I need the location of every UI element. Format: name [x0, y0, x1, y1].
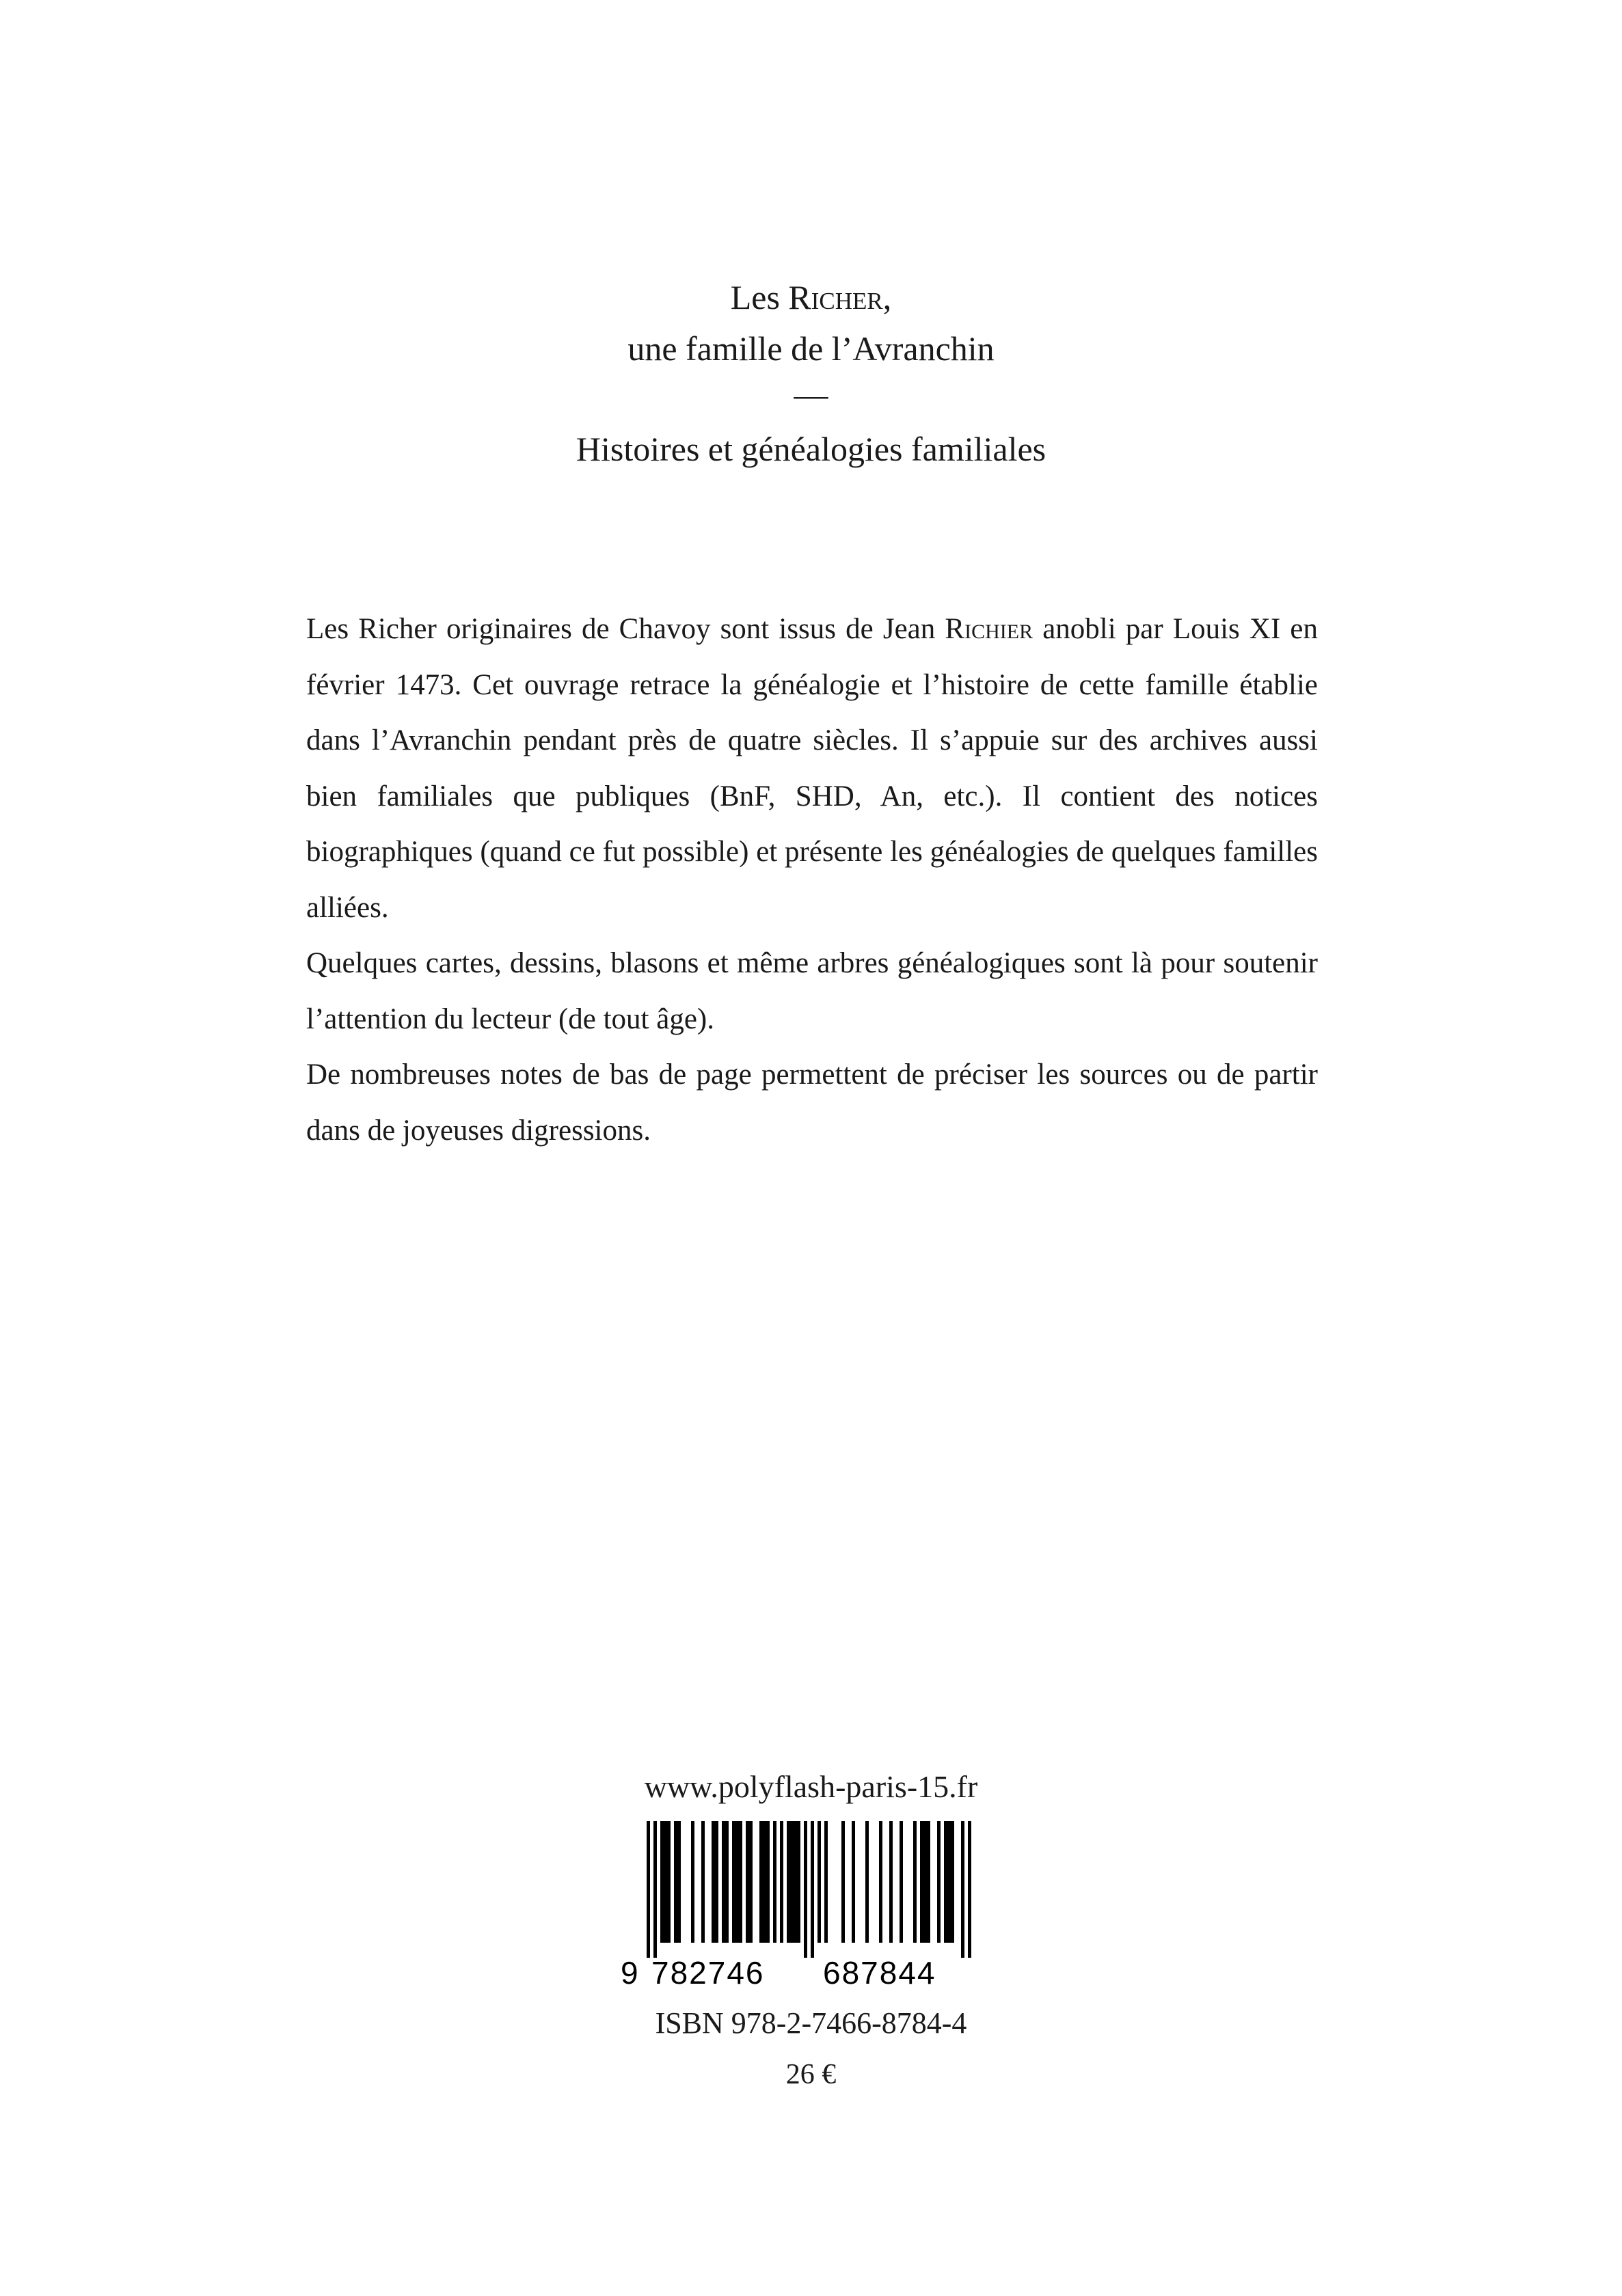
- blurb-paragraph-1: Les Richer originaires de Chavoy sont issus de Jean Richier anobli par Louis XI en février 1473. Cet ouvrage retrace la généalogie et l’histoire de cette famille établie dans l’Avranchin pendant près de quatre siècles. Il s’appuie sur des archives aussi bien familiales que publiques (BnF, SHD, An, etc.). Il contient des notices biographiques (quand ce fut possible) et présente les généalogies de quelques familles alliées.: [306, 613, 1318, 924]
- isbn-barcode: [621, 1821, 990, 1992]
- ancestor-name: Richier: [945, 613, 1033, 645]
- barcode-bar: [794, 1821, 797, 1943]
- blurb-paragraph-3: De nombreuses notes de bas de page permettent de préciser les sources ou de partir dans de joyeuses digressions.: [306, 1058, 1318, 1147]
- barcode-bar: [746, 1821, 749, 1943]
- barcode-bar: [865, 1821, 869, 1943]
- title-line-1: Les Richer,: [730, 278, 892, 316]
- barcode-bar: [923, 1821, 927, 1943]
- barcode-bar: [790, 1821, 794, 1943]
- book-price: 26 €: [785, 2059, 837, 2090]
- barcode-bar: [920, 1821, 923, 1943]
- blurb-paragraph-2: Quelques cartes, dessins, blasons et même arbres généalogiques sont là pour soutenir l’attention du lecteur (de tout âge).: [306, 947, 1318, 1035]
- family-name: Richer: [788, 278, 883, 316]
- back-cover-blurb: [306, 601, 1318, 1158]
- barcode-bar: [766, 1821, 770, 1943]
- publisher-website: www.polyflash-paris-15.fr: [644, 1769, 978, 1804]
- barcode-bar: [937, 1821, 941, 1943]
- barcode-guard-bar: [647, 1821, 650, 1958]
- title-separator: —: [794, 375, 828, 413]
- barcode-guard-bar: [804, 1821, 807, 1958]
- barcode-bars: [621, 1821, 990, 1958]
- barcode-guard-bar: [653, 1821, 657, 1958]
- barcode-bar: [852, 1821, 855, 1943]
- barcode-bar: [664, 1821, 667, 1943]
- barcode-bar: [674, 1821, 677, 1943]
- barcode-bar: [715, 1821, 718, 1943]
- barcode-bar: [667, 1821, 671, 1943]
- barcode-bar: [691, 1821, 694, 1943]
- barcode-bar: [732, 1821, 735, 1943]
- barcode-bar: [712, 1821, 715, 1943]
- barcode-guard-bar: [961, 1821, 964, 1958]
- barcode-bar: [879, 1821, 882, 1943]
- barcode-bar: [759, 1821, 763, 1943]
- barcode-bar: [900, 1821, 903, 1943]
- barcode-bar: [889, 1821, 893, 1943]
- barcode-bar: [763, 1821, 766, 1943]
- barcode-bar: [824, 1821, 828, 1943]
- barcode-guard-bar: [811, 1821, 814, 1958]
- barcode-bar: [951, 1821, 954, 1943]
- barcode-bar: [841, 1821, 845, 1943]
- barcode-guard-bar: [968, 1821, 971, 1958]
- isbn-number: ISBN 978-2-7466-8784-4: [655, 2006, 967, 2040]
- barcode-bar: [773, 1821, 776, 1943]
- book-title-block: [0, 272, 1622, 475]
- barcode-bar: [797, 1821, 800, 1943]
- barcode-bar: [780, 1821, 783, 1943]
- barcode-left-group: 782746: [651, 1955, 765, 1991]
- barcode-bar: [944, 1821, 947, 1943]
- barcode-bar: [787, 1821, 790, 1943]
- barcode-bar: [660, 1821, 664, 1943]
- barcode-bar: [947, 1821, 951, 1943]
- barcode-bar: [722, 1821, 725, 1943]
- barcode-bar: [927, 1821, 930, 1943]
- book-subtitle: Histoires et généalogies familiales: [576, 430, 1046, 468]
- barcode-bar: [701, 1821, 705, 1943]
- title-line-2: une famille de l’Avranchin: [627, 329, 995, 368]
- barcode-bar: [817, 1821, 821, 1943]
- barcode-bar: [913, 1821, 917, 1943]
- barcode-bar: [725, 1821, 729, 1943]
- barcode-bar: [749, 1821, 753, 1943]
- barcode-bar: [677, 1821, 681, 1943]
- barcode-right-group: 687844: [823, 1955, 936, 1991]
- barcode-bar: [739, 1821, 742, 1943]
- barcode-first-digit: 9: [621, 1955, 638, 1991]
- barcode-digits: [621, 1954, 990, 1992]
- barcode-bar: [735, 1821, 739, 1943]
